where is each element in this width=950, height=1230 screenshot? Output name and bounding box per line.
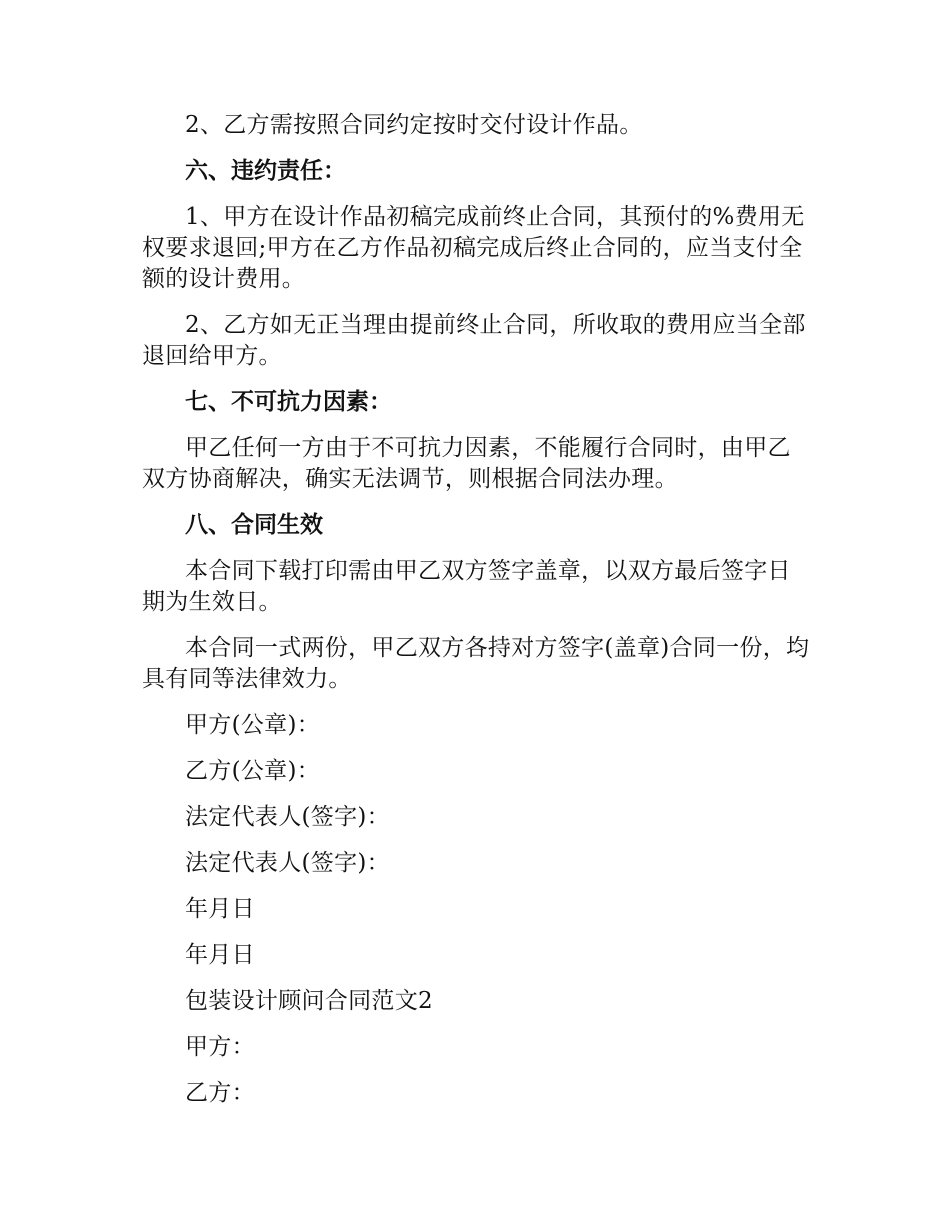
clause-paragraph: 2、乙方如无正当理由提前终止合同，所收取的费用应当全部退回给甲方。 xyxy=(142,312,806,369)
section-heading: 六、违约责任： xyxy=(185,158,346,184)
party-line: 乙方： xyxy=(185,1080,255,1106)
clause-paragraph: 1、甲方在设计作品初稿完成前终止合同，其预付的%费用无权要求退回;甲方在乙方作品初稿完成后终止合同的，应当支付全额的设计费用。 xyxy=(142,204,805,292)
clause-paragraph: 2、乙方需按照合同约定按时交付设计作品。 xyxy=(185,112,643,138)
document-body xyxy=(142,110,812,1124)
section-heading: 八、合同生效 xyxy=(185,512,323,538)
document-subtitle: 包装设计顾问合同范文2 xyxy=(185,988,433,1014)
signature-line: 法定代表人(签字)： xyxy=(185,804,390,830)
clause-paragraph: 本合同下载打印需由甲乙双方签字盖章，以双方最后签字日期为生效日。 xyxy=(142,558,791,615)
clause-paragraph: 本合同一式两份，甲乙双方各持对方签字(盖章)合同一份，均具有同等法律效力。 xyxy=(142,635,810,692)
party-line: 甲方： xyxy=(185,1034,255,1060)
signature-line: 乙方(公章)： xyxy=(185,758,321,784)
signature-line: 甲方(公章)： xyxy=(185,712,321,738)
date-line: 年月日 xyxy=(185,896,255,922)
section-heading: 七、不可抗力因素： xyxy=(185,389,392,415)
clause-paragraph: 甲乙任何一方由于不可抗力因素，不能履行合同时，由甲乙双方协商解决，确实无法调节，则根据合同法办理。 xyxy=(142,435,791,492)
date-line: 年月日 xyxy=(185,942,255,968)
signature-line: 法定代表人(签字)： xyxy=(185,850,390,876)
